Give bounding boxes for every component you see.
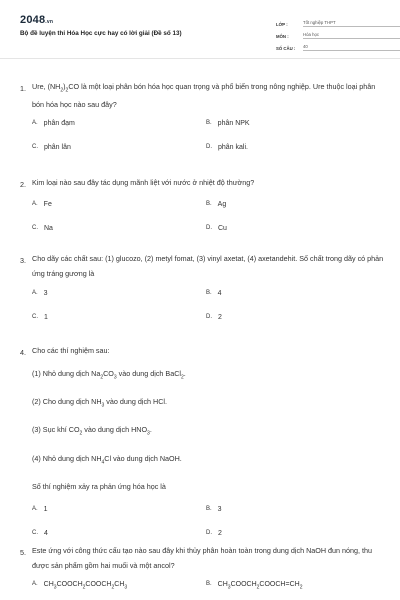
option-text: phân lân — [44, 144, 71, 152]
option-text: 3 — [43, 290, 48, 297]
meta-label: LỚP : — [276, 22, 288, 27]
experiment-question: Số thí nghiệm xảy ra phản ứng hóa học là — [32, 482, 166, 492]
experiment-item: (1) Nhỏ dung dịch $Na_2CO_3$ vào dung dịch BaCl$_2$. — [32, 368, 186, 380]
question-5 — [20, 548, 386, 600]
page-header — [20, 0, 386, 58]
question-number: 2. — [20, 180, 26, 189]
exam-meta — [276, 16, 400, 52]
option-letter: B. — [206, 506, 212, 513]
options — [20, 581, 386, 600]
option-text: Ag — [217, 200, 227, 208]
option-letter: B. — [206, 581, 212, 587]
option-b[interactable] — [206, 506, 222, 513]
option-b[interactable] — [206, 290, 222, 297]
meta-value: Tốt nghiệp THPT — [303, 20, 400, 27]
option-letter: B. — [206, 200, 212, 207]
option-letter: C. — [32, 224, 38, 231]
option-letter: A. — [32, 290, 38, 296]
document-title: Bộ đề luyện thi Hóa Học cực hay có lời giải (Đề số 13) — [20, 30, 182, 37]
meta-value: 40 — [303, 44, 400, 51]
option-c[interactable] — [32, 225, 53, 232]
question-1 — [20, 82, 386, 152]
option-d[interactable] — [206, 530, 222, 537]
option-letter: D. — [206, 530, 212, 537]
option-letter: D. — [206, 144, 212, 151]
option-letter: C. — [32, 530, 38, 537]
option-a[interactable] — [32, 290, 48, 297]
option-text: phân kali. — [218, 144, 248, 152]
option-letter: A. — [32, 200, 38, 207]
option-text: 1 — [44, 314, 48, 321]
option-text: Cu — [218, 224, 227, 232]
option-b[interactable] — [206, 120, 250, 127]
option-text: Fe — [43, 200, 52, 208]
option-c[interactable] — [32, 530, 48, 537]
question-text: Cho dãy các chất sau: (1) glucozo, (2) metyl fomat, (3) vinyl axetat, (4) axetandehit. Số chất trong dãy có phản ứng tráng gương là — [32, 254, 384, 278]
meta-row-count — [276, 40, 400, 51]
meta-label: MÔN : — [276, 34, 289, 39]
question-number: 3. — [20, 256, 26, 265]
option-c[interactable] — [32, 144, 71, 151]
question-3 — [20, 254, 386, 321]
option-letter: D. — [206, 224, 212, 231]
option-letter: A. — [32, 506, 38, 513]
options — [20, 120, 386, 152]
question-number: 5. — [20, 548, 26, 557]
option-letter: C. — [32, 314, 38, 320]
option-text: phân đạm — [43, 120, 75, 128]
options — [20, 200, 386, 232]
option-text: 4 — [44, 530, 48, 538]
option-text: 3 — [217, 506, 222, 514]
header-divider — [0, 58, 400, 59]
experiment-list — [20, 368, 386, 494]
option-a[interactable] — [32, 506, 48, 513]
experiment-item: (4) Nhỏ dung dịch $NH_4Cl$ vào dung dịch NaOH. — [32, 453, 182, 466]
option-letter: D. — [206, 314, 212, 320]
logo-text: 2048 — [20, 14, 46, 26]
option-c[interactable] — [32, 314, 48, 321]
question-text: Kim loại nào sau đây tác dụng mãnh liệt với nước ở nhiệt độ thường? — [32, 178, 255, 187]
option-text: 1 — [43, 506, 48, 514]
experiment-item: (3) Sục khí $CO_2$ vào dung dịch $HNO_3$. — [32, 425, 152, 437]
option-text: Na — [44, 224, 53, 232]
question-number: 4. — [20, 348, 26, 357]
question-text: Cho các thí nghiệm sau: — [32, 346, 110, 355]
meta-label: SỐ CÂU : — [276, 46, 296, 51]
meta-row-class — [276, 16, 400, 27]
option-d[interactable] — [206, 314, 222, 321]
question-number: 1. — [20, 84, 26, 93]
question-4 — [20, 346, 386, 538]
option-letter: A. — [32, 120, 38, 127]
meta-row-subject — [276, 28, 400, 39]
option-a[interactable] — [32, 201, 52, 208]
option-letter: B. — [206, 290, 212, 296]
question-text: Ure, $(NH_2)_2CO$ là một loại phân bón hóa học quan trọng và phổ biến trong nông nghiệp. Ure thuộc loại phân bón hóa học nào sau đây? — [32, 82, 376, 109]
option-text: 2 — [218, 314, 222, 321]
option-d[interactable] — [206, 144, 248, 151]
option-letter: A. — [32, 581, 38, 587]
option-text: $CH_3COOCH_2COOCH=CH_2$ — [217, 581, 303, 591]
option-letter: B. — [206, 120, 212, 127]
option-a[interactable] — [32, 581, 127, 590]
option-text: 4 — [217, 290, 222, 297]
option-b[interactable] — [206, 581, 302, 590]
options — [20, 290, 386, 321]
option-text: phân NPK — [217, 120, 250, 128]
option-b[interactable] — [206, 201, 226, 208]
question-2 — [20, 178, 386, 232]
option-text: $CH_3COOCH_2COOCH_2CH_3$ — [43, 581, 128, 591]
logo-suffix: .vn — [45, 19, 54, 25]
option-d[interactable] — [206, 225, 227, 232]
question-text: Este ứng với công thức cấu tạo nào sau đây khi thủy phân hoàn toàn trong dung dịch NaOH đun nóng, thu được sản phẩm gồm hai muối và một ancol? — [32, 546, 372, 570]
meta-value: Hóa học — [303, 32, 400, 39]
option-letter: C. — [32, 144, 38, 151]
experiment-item: (2) Cho dung dịch $NH_3$ vào dung dịch HCl. — [32, 396, 168, 409]
option-text: 2 — [218, 530, 222, 538]
options — [20, 506, 386, 538]
option-a[interactable] — [32, 120, 75, 127]
